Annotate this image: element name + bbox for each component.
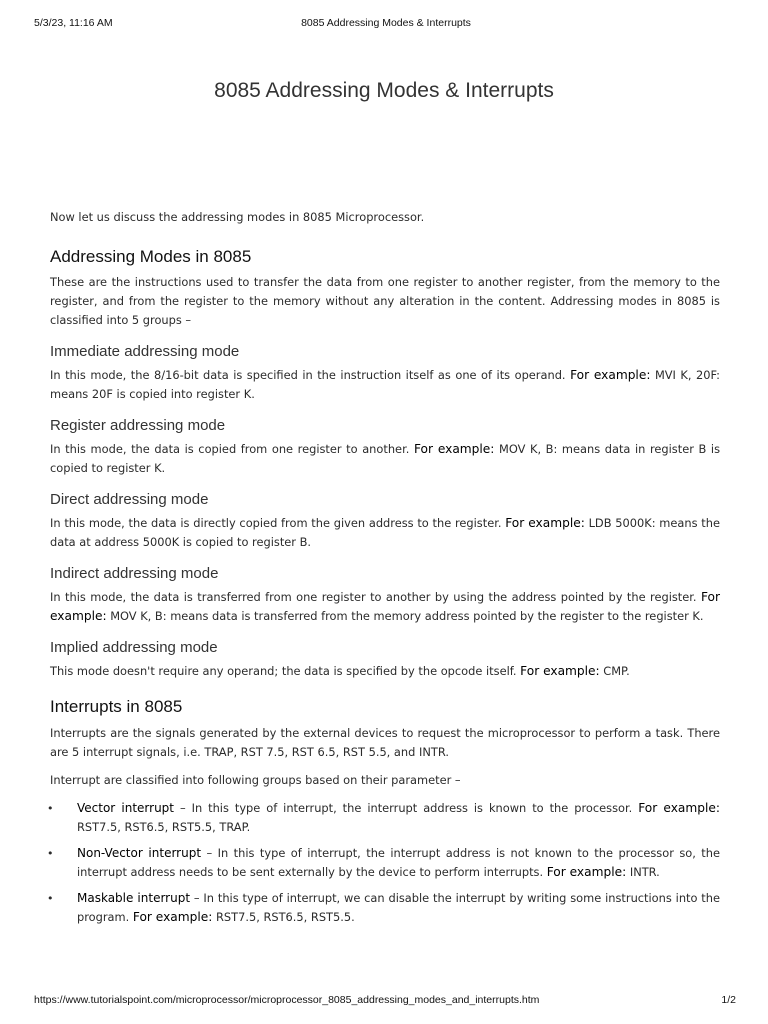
example-label: For example: <box>570 368 651 382</box>
example-label: For example: <box>505 516 585 530</box>
interrupt-example: RST7.5, RST6.5, RST5.5, TRAP. <box>77 820 251 834</box>
direct-mode-text <box>50 514 720 552</box>
page-title: 8085 Addressing Modes & Interrupts <box>214 79 554 102</box>
example-label: For example: <box>638 801 720 815</box>
print-header <box>34 17 738 31</box>
bullet-icon: • <box>47 802 54 815</box>
list-item <box>47 799 720 837</box>
page-number: 1/2 <box>721 994 736 1006</box>
mode-example: LDB 5000K: means the data at address 5000K is copied to register B. <box>50 516 720 549</box>
mode-description: This mode doesn't require any operand; the data is specified by the opcode itself. <box>50 664 517 678</box>
example-label: For example: <box>413 442 495 456</box>
indirect-mode-heading: Indirect addressing mode <box>50 565 219 582</box>
interrupt-description: – In this type of interrupt, we can disable the interrupt by writing some instructions into the program. <box>77 891 721 924</box>
interrupt-description: – In this type of interrupt, the interrupt address is known to the processor. <box>174 801 633 815</box>
immediate-mode-text <box>50 366 720 404</box>
interrupt-term: Maskable interrupt <box>77 891 191 905</box>
addressing-modes-heading: Addressing Modes in 8085 <box>50 247 252 266</box>
interrupts-heading: Interrupts in 8085 <box>50 697 183 716</box>
article-body <box>47 208 721 927</box>
immediate-mode-heading: Immediate addressing mode <box>50 343 240 360</box>
mode-description: In this mode, the data is transferred from one register to another by using the address pointed by the register. <box>50 590 697 604</box>
direct-mode-heading: Direct addressing mode <box>50 491 209 508</box>
list-item <box>47 844 720 882</box>
addressing-modes-description: These are the instructions used to transfer the data from one register to another register, from the memory to the register, and from the register to the memory without any alteration in the content. Addressing modes in 8085 is classified into 5 groups – <box>50 275 720 327</box>
example-label: For example: <box>50 590 721 623</box>
interrupt-example: RST7.5, RST6.5, RST5.5. <box>212 910 355 924</box>
indirect-mode-text <box>50 588 720 626</box>
mode-example: CMP. <box>599 664 630 678</box>
interrupt-term: Non-Vector interrupt <box>77 846 202 860</box>
mode-description: In this mode, the data is directly copied from the given address to the register. <box>50 516 502 530</box>
mode-description: In this mode, the data is copied from one register to another. <box>50 442 410 456</box>
example-label: For example: <box>520 664 600 678</box>
list-item <box>47 889 721 927</box>
mode-description: In this mode, the 8/16-bit data is specified in the instruction itself as one of its operand. <box>50 368 566 382</box>
mode-example: MVI K, 20F: means 20F is copied into register K. <box>50 368 721 401</box>
register-mode-text <box>50 440 720 478</box>
implied-mode-heading: Implied addressing mode <box>50 639 218 656</box>
implied-mode-text <box>50 662 720 681</box>
example-label: For example: <box>132 910 213 924</box>
interrupt-description: – In this type of interrupt, the interrupt address is not known to the processor so, the interrupt address needs to be sent externally by the device to perform interrupts. <box>77 846 720 879</box>
register-mode-heading: Register addressing mode <box>50 417 226 434</box>
bullet-icon: • <box>47 847 54 860</box>
print-footer <box>34 994 736 1008</box>
interrupt-term: Vector interrupt <box>77 801 174 815</box>
interrupts-description: Interrupts are the signals generated by the external devices to request the microprocessor to perform a task. There are 5 interrupt signals, i.e. TRAP, RST 7.5, RST 6.5, RST 5.5, and INTR. <box>50 726 720 759</box>
mode-example: MOV K, B: means data is transferred from the memory address pointed by the register to the register K. <box>106 609 704 623</box>
bullet-icon: • <box>47 892 54 905</box>
intro-paragraph: Now let us discuss the addressing modes in 8085 Microprocessor. <box>50 210 425 224</box>
print-header-title: 8085 Addressing Modes & Interrupts <box>301 17 471 29</box>
example-label: For example: <box>546 865 627 879</box>
source-url: https://www.tutorialspoint.com/microprocessor/microprocessor_8085_addressing_modes_and_interrupts.htm <box>34 994 540 1006</box>
mode-example: MOV K, B: means data in register B is copied to register K. <box>50 442 721 475</box>
interrupt-types-list <box>47 799 721 927</box>
interrupt-example: INTR. <box>626 865 660 879</box>
print-date: 5/3/23, 11:16 AM <box>34 17 113 29</box>
interrupts-classification: Interrupt are classified into following groups based on their parameter – <box>50 773 461 787</box>
